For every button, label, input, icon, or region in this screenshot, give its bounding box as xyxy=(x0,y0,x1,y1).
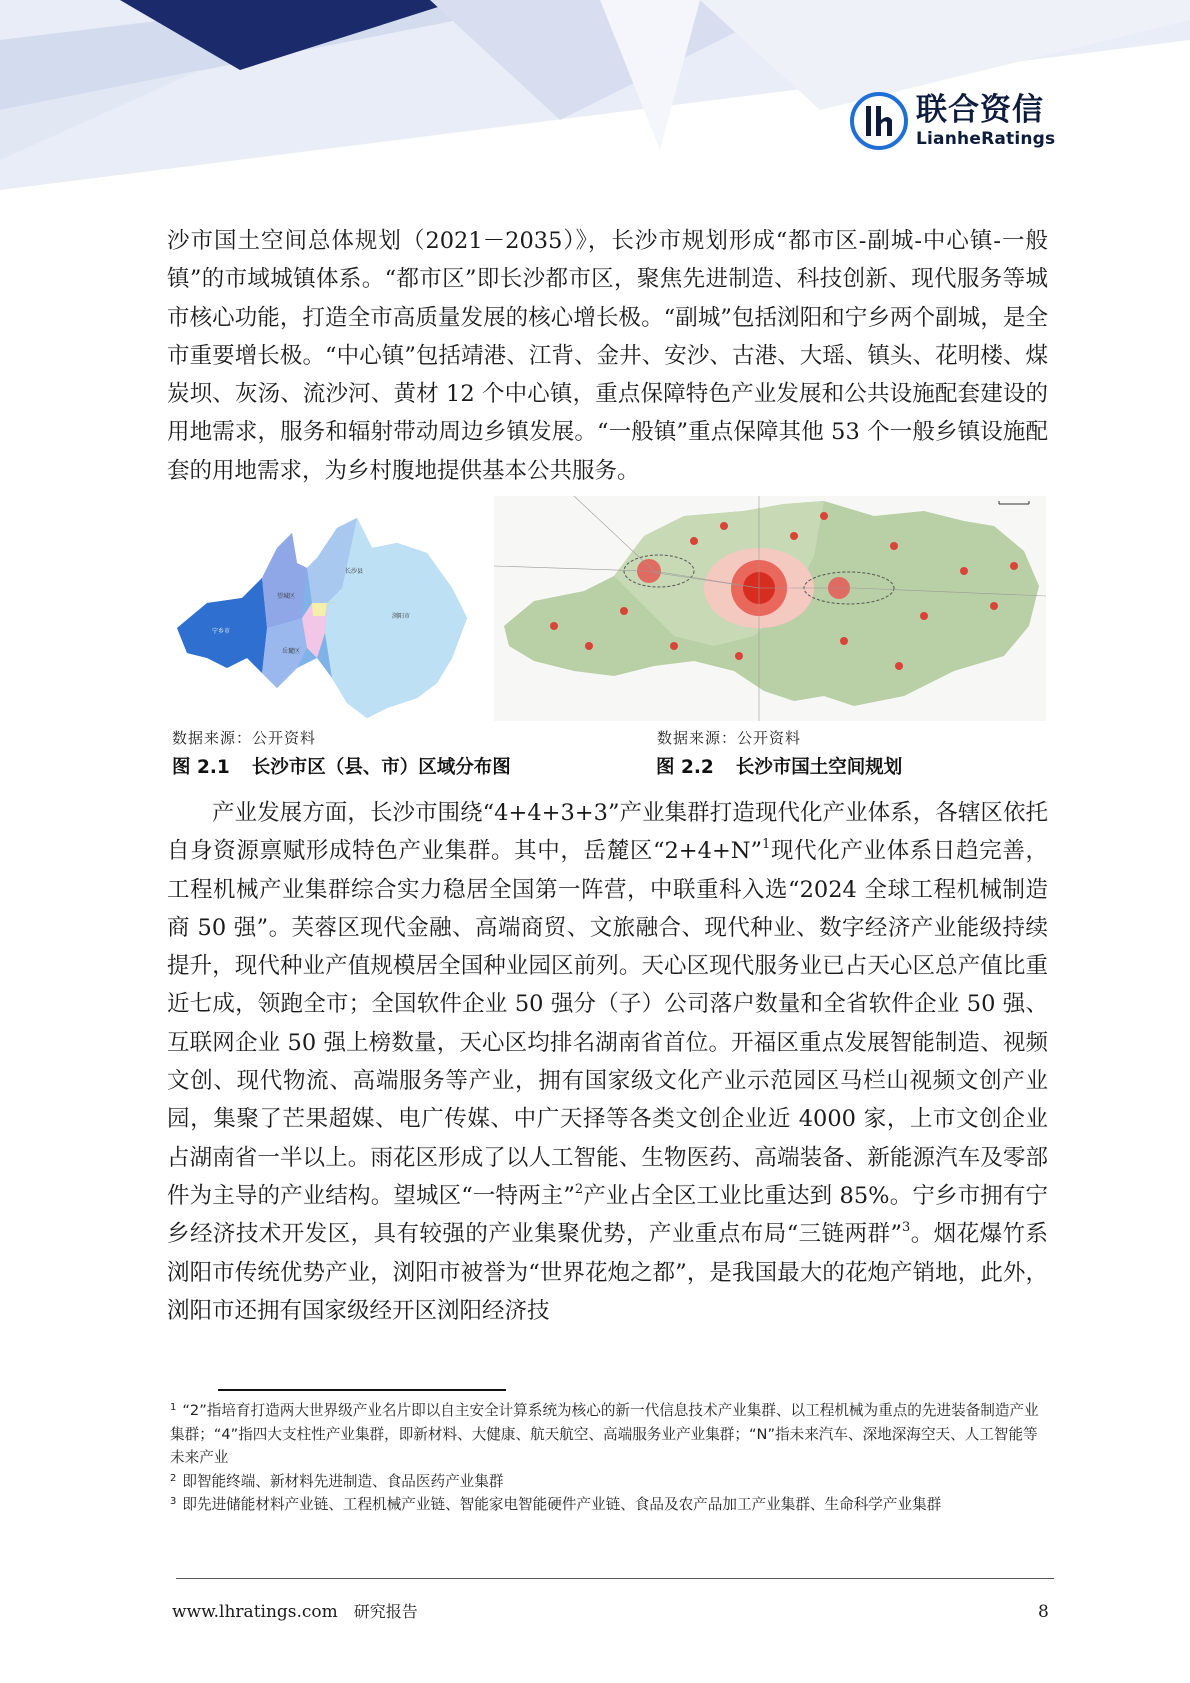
footnote-item xyxy=(170,1399,1048,1470)
svg-text:岳麓区: 岳麓区 xyxy=(282,648,301,655)
spatial-planning-map xyxy=(494,496,1046,721)
logo-english-name: LianheRatings xyxy=(916,129,1056,149)
footer-site xyxy=(172,1601,418,1623)
svg-text:长沙县: 长沙县 xyxy=(345,568,364,575)
figure-2-1-number: 图 2.1 xyxy=(172,757,230,778)
figure-2-2-caption xyxy=(656,756,902,780)
figure-2-1-caption xyxy=(172,756,511,780)
footnote-ref-1[interactable]: 1 xyxy=(762,837,771,853)
svg-text:宁乡市: 宁乡市 xyxy=(212,628,231,635)
lianhe-logo-icon xyxy=(850,92,908,150)
footnote-mark: 2 xyxy=(170,1472,177,1484)
para2-text-a: 产业发展方面，长沙市围绕“4+4+3+3”产业集群打造现代化产业体系，各辖区依托自身资源禀赋形成特色产业集群。其中，岳麓区“2+4+N” xyxy=(167,800,1048,865)
body-paragraph-1: 沙市国土空间总体规划（2021－2035）》，长沙市规划形成“都市区-副城-中心镇-一般镇”的市域城镇体系。“都市区”即长沙都市区，聚焦先进制造、科技创新、现代服务等城市核心功能，打造全市高质量发展的核心增长极。“副城”包括浏阳和宁乡两个副城，是全市重要增长极。“中心镇”包括靖港、江背、金井、安沙、古港、大瑶、镇头、花明楼、煤炭坝、灰汤、流沙河、黄材 12 个中心镇，重点保障特色产业发展和公共设施配套建设的用地需求，服务和辐射带动周边乡镇发展。“一般镇”重点保障其他 53 个一般乡镇设施配套的用地需求，为乡村腹地提供基本公共服务。 xyxy=(167,228,1048,484)
website-link[interactable]: www.lhratings.com xyxy=(172,1602,338,1622)
figure-2-2-number: 图 2.2 xyxy=(656,757,714,778)
footnote-divider xyxy=(218,1389,506,1391)
logo-chinese-name: 联合资信 xyxy=(916,92,1044,128)
footnote-ref-2[interactable]: 2 xyxy=(574,1181,584,1197)
footnote-mark: 1 xyxy=(170,1402,177,1413)
report-type-label: 研究报告 xyxy=(353,1602,418,1621)
company-logo xyxy=(850,92,1060,152)
para2-text-b: 现代化产业体系日趋完善，工程机械产业集群综合实力稳居全国第一阵营，中联重科入选“2024 全球工程机械制造商 50 强”。芙蓉区现代金融、高端商贸、文旅融合、现代种业、数字经济产业能级持续提升，现代种业产值规模居全国种业园区前列。天心区现代服务业已占天心区总产值比重近七成，领跑全市；全国软件企业 50 强分（子）公司落户数量和全省软件企业 50 强、互联网企业 50 强上榜数量，天心区均排名湖南省首位。开福区重点发展智能制造、视频文创、现代物流、高端服务等产业，拥有国家级文化产业示范园区马栏山视频文创产业园，集聚了芒果超媒、电广传媒、中广天择等各类文创企业近 4000 家，上市文创企业占湖南省一半以上。雨花区形成了以人工智能、生物医药、高端装备、新能源汽车及零部件为主导的产业结构。望城区“一特两主” xyxy=(167,838,1048,1209)
footnote-item xyxy=(170,1493,1048,1517)
page-number: 8 xyxy=(1038,1602,1049,1622)
footnote-ref-3[interactable]: 3 xyxy=(901,1220,911,1236)
footnote-text: 即先进储能材料产业链、工程机械产业链、智能家电智能硬件产业链、食品及农产品加工产业集群、生命科学产业集群 xyxy=(182,1496,942,1513)
figure-2-2-source: 数据来源：公开资料 xyxy=(657,729,802,747)
para2-text-c: 产业占全区工业比重达到 85%。宁乡市拥有宁乡经济技术开发区，具有较强的产业集聚优势，产业重点布局“三链两群” xyxy=(167,1182,1048,1248)
figure-2-1-title: 长沙市区（县、市）区域分布图 xyxy=(251,757,511,778)
body-paragraph-2 xyxy=(167,794,1048,1330)
footnote-mark: 3 xyxy=(170,1496,177,1507)
figure-2-1-source: 数据来源：公开资料 xyxy=(172,729,317,747)
para2-text-d: 。烟花爆竹系浏阳市传统优势产业，浏阳市被誉为“世界花炮之都”，是我国最大的花炮产销地，此外，浏阳市还拥有国家级经开区浏阳经济技 xyxy=(167,1221,1048,1324)
footnote-text: 即智能终端、新材料先进制造、食品医药产业集群 xyxy=(182,1472,504,1490)
figure-2-2-title: 长沙市国土空间规划 xyxy=(735,757,903,778)
footer-divider xyxy=(176,1578,1054,1579)
footnote-text: “2”指培育打造两大世界级产业名片即以自主安全计算系统为核心的新一代信息技术产业集群、以工程机械为重点的先进装备制造产业集群；“4”指四大支柱性产业集群，即新材料、大健康、航天航空、高端服务业产业集群；“N”指未来汽车、深地深海空天、人工智能等未来产业 xyxy=(170,1402,1039,1466)
district-map xyxy=(167,508,487,726)
footnote-item xyxy=(170,1470,1048,1494)
svg-text:望城区: 望城区 xyxy=(277,593,296,600)
footnotes xyxy=(170,1399,1048,1517)
svg-text:浏阳市: 浏阳市 xyxy=(392,613,411,620)
